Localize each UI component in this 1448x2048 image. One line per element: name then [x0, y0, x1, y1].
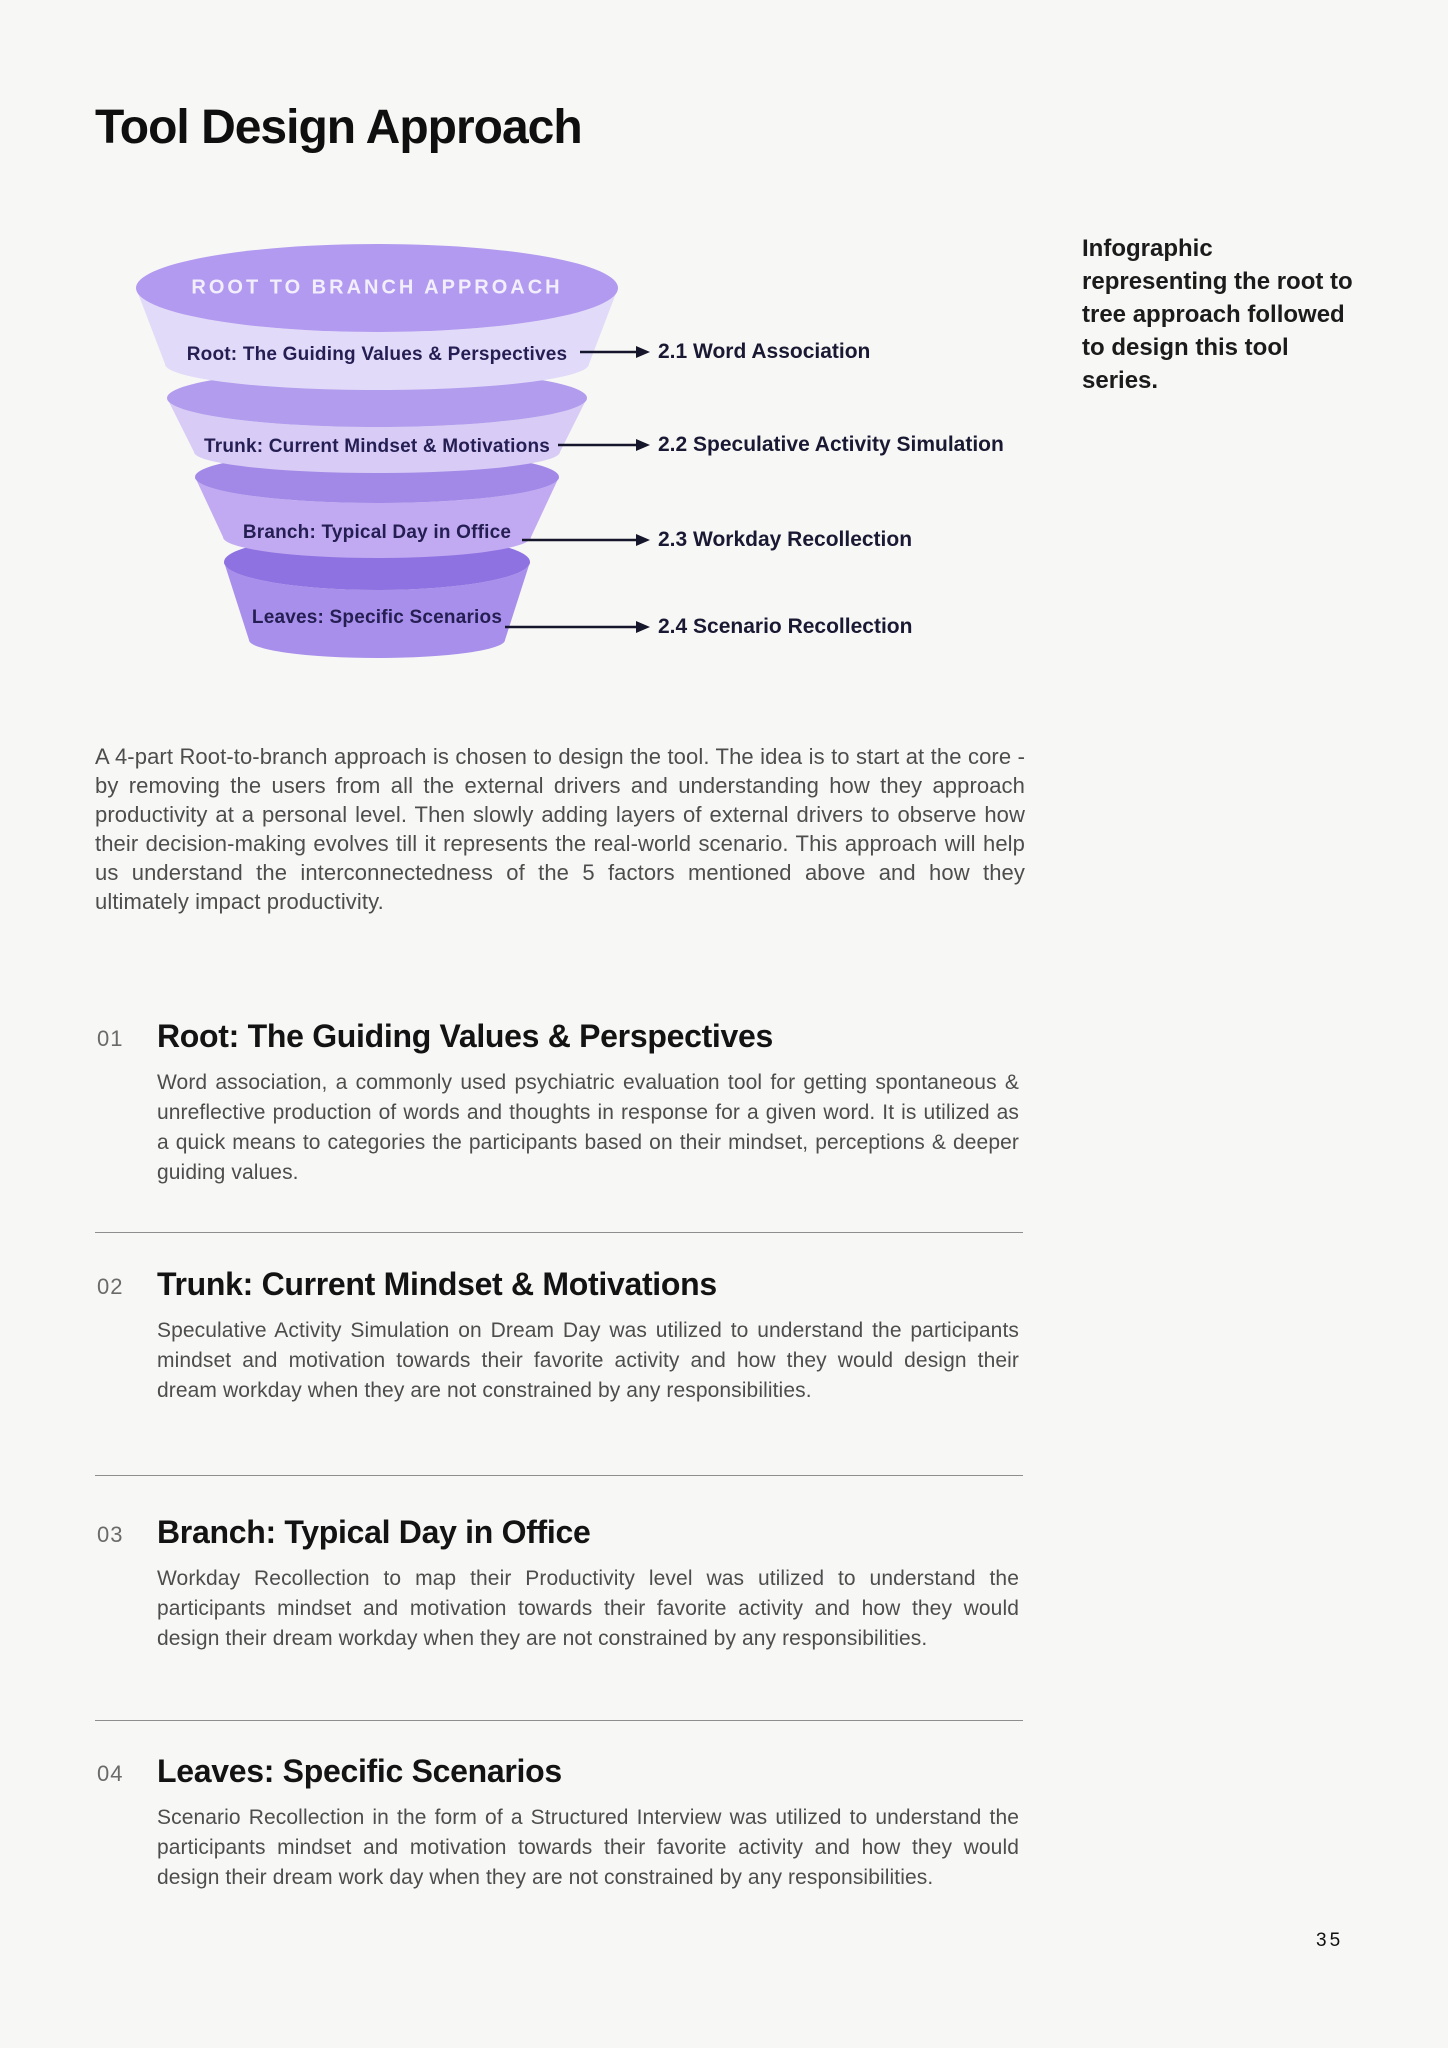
section-divider — [95, 1475, 1023, 1476]
section-divider — [95, 1720, 1023, 1721]
section-number: 01 — [97, 1026, 124, 1051]
section-body: Workday Recollection to map their Productivity level was utilized to understand the participants mindset and motivation towards their favorite activity and how they would design their dream workday when they are not constrained by any responsibilities. — [157, 1567, 1019, 1650]
section-number: 03 — [97, 1522, 124, 1547]
section-number: 04 — [97, 1761, 124, 1786]
funnel-tier-4-label: Leaves: Specific Scenarios — [251, 607, 503, 628]
section-title: Trunk: Current Mindset & Motivations — [157, 1266, 717, 1302]
method-label-word-association: 2.1 Word Association — [658, 340, 871, 363]
section-title: Leaves: Specific Scenarios — [157, 1753, 562, 1789]
page-title: Tool Design Approach — [95, 101, 582, 154]
arrow-tier-2 — [558, 439, 650, 451]
section-body: Speculative Activity Simulation on Dream Day was utilized to understand the participants mindset and motivation towards their favorite activity and how they would design their dream workday when they are not constrained by any responsibilities. — [157, 1319, 1019, 1402]
funnel-tier-2-label: Trunk: Current Mindset & Motivations — [203, 436, 551, 457]
section-title: Root: The Guiding Values & Perspectives — [157, 1018, 774, 1054]
section-body: Word association, a commonly used psychiatric evaluation tool for getting spontaneous & unreflective production of words and thoughts in response for a given word. It is utilized as a quick means to categories the participants based on their mindset, perceptions & deeper guiding values. — [157, 1071, 1019, 1184]
intro-paragraph: A 4-part Root-to-branch approach is chosen to design the tool. The idea is to start at the core - by removing the users from all the external drivers and understanding how they approach productivity at a personal level. Then slowly adding layers of external drivers to observe how their decision-making evolves till it represents the real-world scenario. This approach will help us understand the interconnectedness of the 5 factors mentioned above and how they ultimately impact productivity. — [95, 744, 1025, 914]
method-label-speculative-activity: 2.2 Speculative Activity Simulation — [658, 433, 1004, 456]
section-title: Branch: Typical Day in Office — [157, 1514, 591, 1550]
section-number: 02 — [97, 1274, 124, 1299]
funnel-top-title: ROOT TO BRANCH APPROACH — [191, 276, 563, 299]
arrow-tier-3 — [522, 534, 650, 546]
method-label-scenario-recollection: 2.4 Scenario Recollection — [658, 615, 913, 638]
infographic-caption: Infographic representing the root to tree approach followed to design this tool series. — [1082, 235, 1353, 394]
arrow-tier-4 — [505, 621, 650, 633]
funnel-tier-3-label: Branch: Typical Day in Office — [242, 522, 512, 543]
page-number: 35 — [1316, 1930, 1344, 1951]
method-label-workday-recollection: 2.3 Workday Recollection — [658, 528, 913, 551]
section-divider — [95, 1232, 1023, 1233]
funnel-tier-1-label: Root: The Guiding Values & Perspectives — [186, 344, 568, 365]
section-body: Scenario Recollection in the form of a Structured Interview was utilized to understand the participants mindset and motivation towards their favorite activity and how they would design their dream work day when they are not constrained by any responsibilities. — [157, 1806, 1019, 1889]
